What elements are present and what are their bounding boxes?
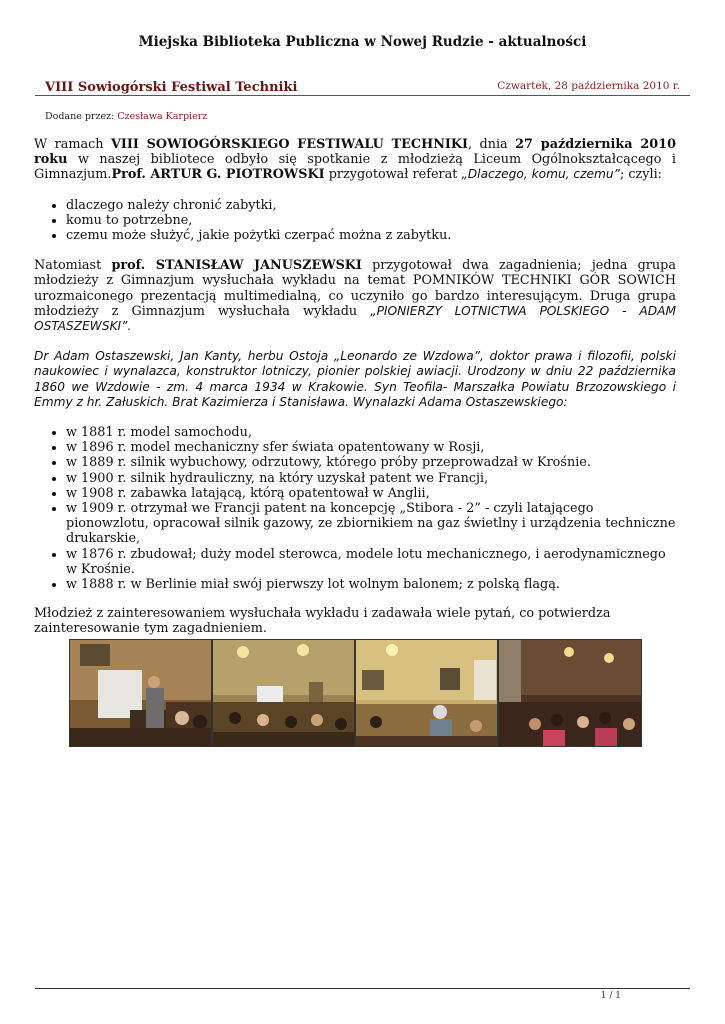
- event-photo[interactable]: [212, 639, 355, 747]
- text: , dnia: [468, 137, 516, 152]
- article-date: Czwartek, 28 października 2010 r.: [497, 80, 680, 92]
- byline-label: Dodane przez:: [45, 111, 118, 122]
- list-item: • komu to potrzebne,: [66, 213, 676, 228]
- text: przygotował dwa zagadnienia; jedna grupa młodzieży z Gimnazjum wysłuchała wykładu na temat POMNIKÓW TECHNIKI GÓR SOWICH urozmaiconego prezentacją multimedialną, co uczyniło go bardzo interesującym. Druga grupa młodzieży z Gimnazjum wysłuchała wykładu: [34, 258, 676, 319]
- article-body: [34, 137, 676, 637]
- list-item: • w 1889 r. silnik wybuchowy, odrzutowy, którego próby przeprowadzał w Krośnie.: [66, 455, 676, 470]
- page-number: 1 / 1: [600, 991, 621, 1001]
- lecture-title: „PIONIERZY LOTNICTWA POLSKIEGO - ADAM OSTASZEWSKI”.: [34, 303, 677, 334]
- list-item: • w 1900 r. silnik hydrauliczny, na który uzyskał patent we Francji,: [66, 471, 676, 486]
- topics-list: [34, 198, 676, 244]
- byline: [45, 111, 207, 122]
- second-paragraph: [34, 258, 676, 334]
- article-title[interactable]: VIII Sowiogórski Festiwal Techniki: [45, 80, 298, 95]
- list-item: • czemu może służyć, jakie pożytki czerpać można z zabytku.: [66, 228, 676, 243]
- list-item: • w 1896 r. model mechaniczny sfer świata opatentowany w Rosji,: [66, 440, 676, 455]
- speaker-name: prof. STANISŁAW JANUSZEWSKI: [111, 258, 362, 274]
- inventions-list: [34, 425, 676, 592]
- title-divider: [35, 95, 690, 96]
- lecture-title: „Dlaczego, komu, czemu”: [461, 167, 620, 182]
- site-title: Miejska Biblioteka Publiczna w Nowej Rudzie - aktualności: [138, 34, 587, 50]
- list-item: • dlaczego należy chronić zabytki,: [66, 198, 676, 213]
- photo-strip: [69, 639, 642, 747]
- event-date: 27 października 2010 roku: [34, 137, 676, 168]
- footer-divider: [35, 988, 690, 989]
- speaker-name: Prof. ARTUR G. PIOTROWSKI: [111, 167, 325, 183]
- text: ; czyli:: [619, 167, 662, 183]
- text: w naszej bibliotece odbyło się spotkanie z młodzieżą Liceum Ogólnokształcącego i Gimnazjum.: [34, 152, 676, 183]
- photo-hall-audience: [213, 640, 355, 747]
- text: W ramach: [34, 137, 111, 152]
- text: przygotował referat: [324, 167, 462, 183]
- text: Natomiast: [34, 258, 112, 274]
- author-name[interactable]: Czesława Karpierz: [117, 111, 208, 122]
- list-item: • w 1881 r. model samochodu,: [66, 425, 676, 440]
- event-photo[interactable]: [355, 639, 498, 747]
- list-item: • w 1876 r. zbudował; duży model sterowca, modele lotu mechanicznego, i aerodynamicznego w Krośnie.: [66, 547, 676, 577]
- closing-paragraph: Młodzież z zainteresowaniem wysłuchała wykładu i zadawała wiele pytań, co potwierdza zainteresowanie tym zagadnieniem.: [34, 606, 611, 637]
- festival-name: VIII SOWIOGÓRSKIEGO FESTIWALU TECHNIKI: [110, 137, 469, 152]
- biography-paragraph: Dr Adam Ostaszewski, Jan Kanty, herbu Ostoja „Leonardo ze Wzdowa”, doktor prawa i filozofii, polski naukowiec i wynalazca, konstruktor lotniczy, pionier polskiej awiacji. Urodzony w dniu 22 października 1860 we Wzdowie - zm. 4 marca 1934 w Krakowie. Syn Teofila- Marszałka Powiatu Brzozowskiego i Emmy z hr. Załuskich. Brat Kazimierza i Stanisława. Wynalazki Adama Ostaszewskiego:: [34, 349, 676, 409]
- event-photo[interactable]: [498, 639, 642, 747]
- photo-seated-audience: [356, 640, 498, 747]
- list-item: • w 1908 r. zabawka latającą, którą opatentował w Anglii,: [66, 486, 676, 501]
- list-item: • w 1888 r. w Berlinie miał swój pierwszy lot wolnym balonem; z polską flagą.: [66, 577, 676, 592]
- photo-lecture-screen: [70, 640, 212, 747]
- event-photo[interactable]: [69, 639, 212, 747]
- list-item: • w 1909 r. otrzymał we Francji patent na koncepcję „Stibora - 2” - czyli latającego pionowzlotu, opracował silnik gazowy, ze zbiornikiem na gaz świetlny i urządzenia techniczne drukarskie,: [66, 501, 676, 547]
- photo-room-students: [499, 640, 642, 747]
- intro-paragraph: [34, 137, 676, 183]
